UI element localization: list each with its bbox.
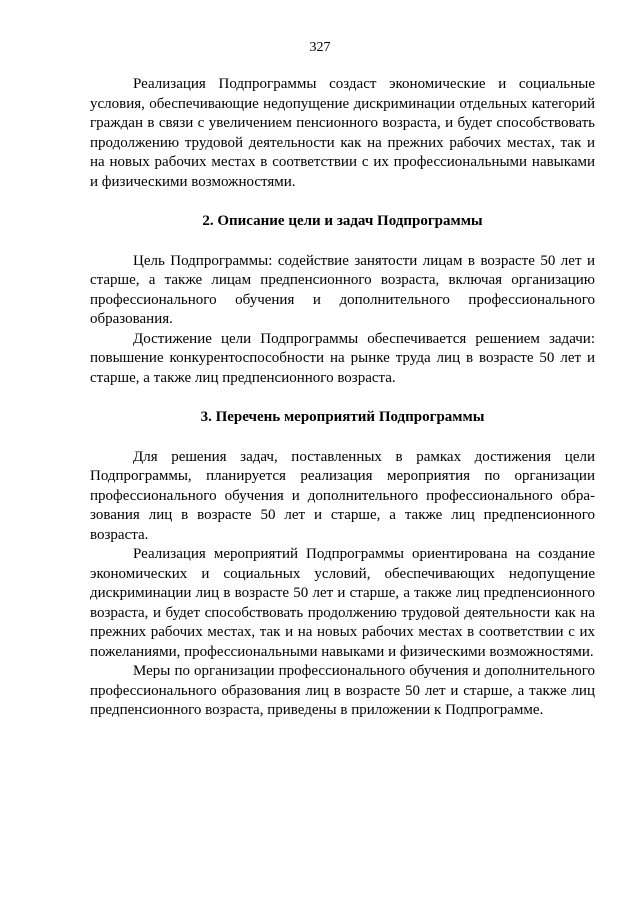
document-body (90, 75, 595, 721)
section-3-paragraph-implementation: Реализация мероприятий Подпрограммы ориентирована на создание экономических и социальных условий, обеспечивающих недопущение дискриминации лиц в возрасте 50 лет и старше, а также лиц предпенсионного возраста, и будет способствовать продолжению трудовой деятельности как на прежних рабочих местах, так и на новых рабочих местах в соответствии с их пожеланиями, профессиональными навыками и физическими возможностями. (90, 546, 595, 660)
page-number: 327 (309, 40, 331, 55)
section-3-paragraph-measures: Меры по организации профессионального обучения и дополнительного профессионального образования лиц в возрасте 50 лет и старше, а также лиц предпенсионного возраста, приведены в приложении к Подпрограмме. (90, 663, 595, 718)
section-3-heading: 3. Перечень мероприятий Подпрограммы (200, 409, 485, 425)
section-2-paragraph-goal: Цель Подпрограммы: содействие занятости лицам в возрасте 50 лет и старше, а также лицам предпенсионного возраста, включая организацию профессионального обучения и дополнительного профессионального образования. (90, 252, 595, 327)
section-2-heading: 2. Описание цели и задач Подпрограммы (202, 213, 483, 229)
section-2-paragraph-task: Достижение цели Подпрограммы обеспечивается решением задачи: повышение конкурентоспособности на рынке труда лиц в возрасте 50 лет и старше, а также лиц предпенсионного возраста. (90, 330, 595, 386)
intro-paragraph: Реализация Подпрограммы создаст экономические и социальные условия, обеспечивающие недопущение дискриминации отдельных категорий граждан в связи с увеличением пенсионного возраста, и будет способствовать продолжению трудовой деятельности как на прежних рабочих местах, так и на новых рабочих местах в соответствии с их профессиональными навыками и физическими возможностями. (90, 76, 595, 190)
section-3-paragraph-plan: Для решения задач, поставленных в рамках достижения цели Подпрограммы, планируется реализация мероприятия по организации профессионального обучения и дополнительного профессионального обра-зования лиц в возрасте 50 лет и старше, а также лиц предпенсионного возраста. (90, 448, 595, 543)
